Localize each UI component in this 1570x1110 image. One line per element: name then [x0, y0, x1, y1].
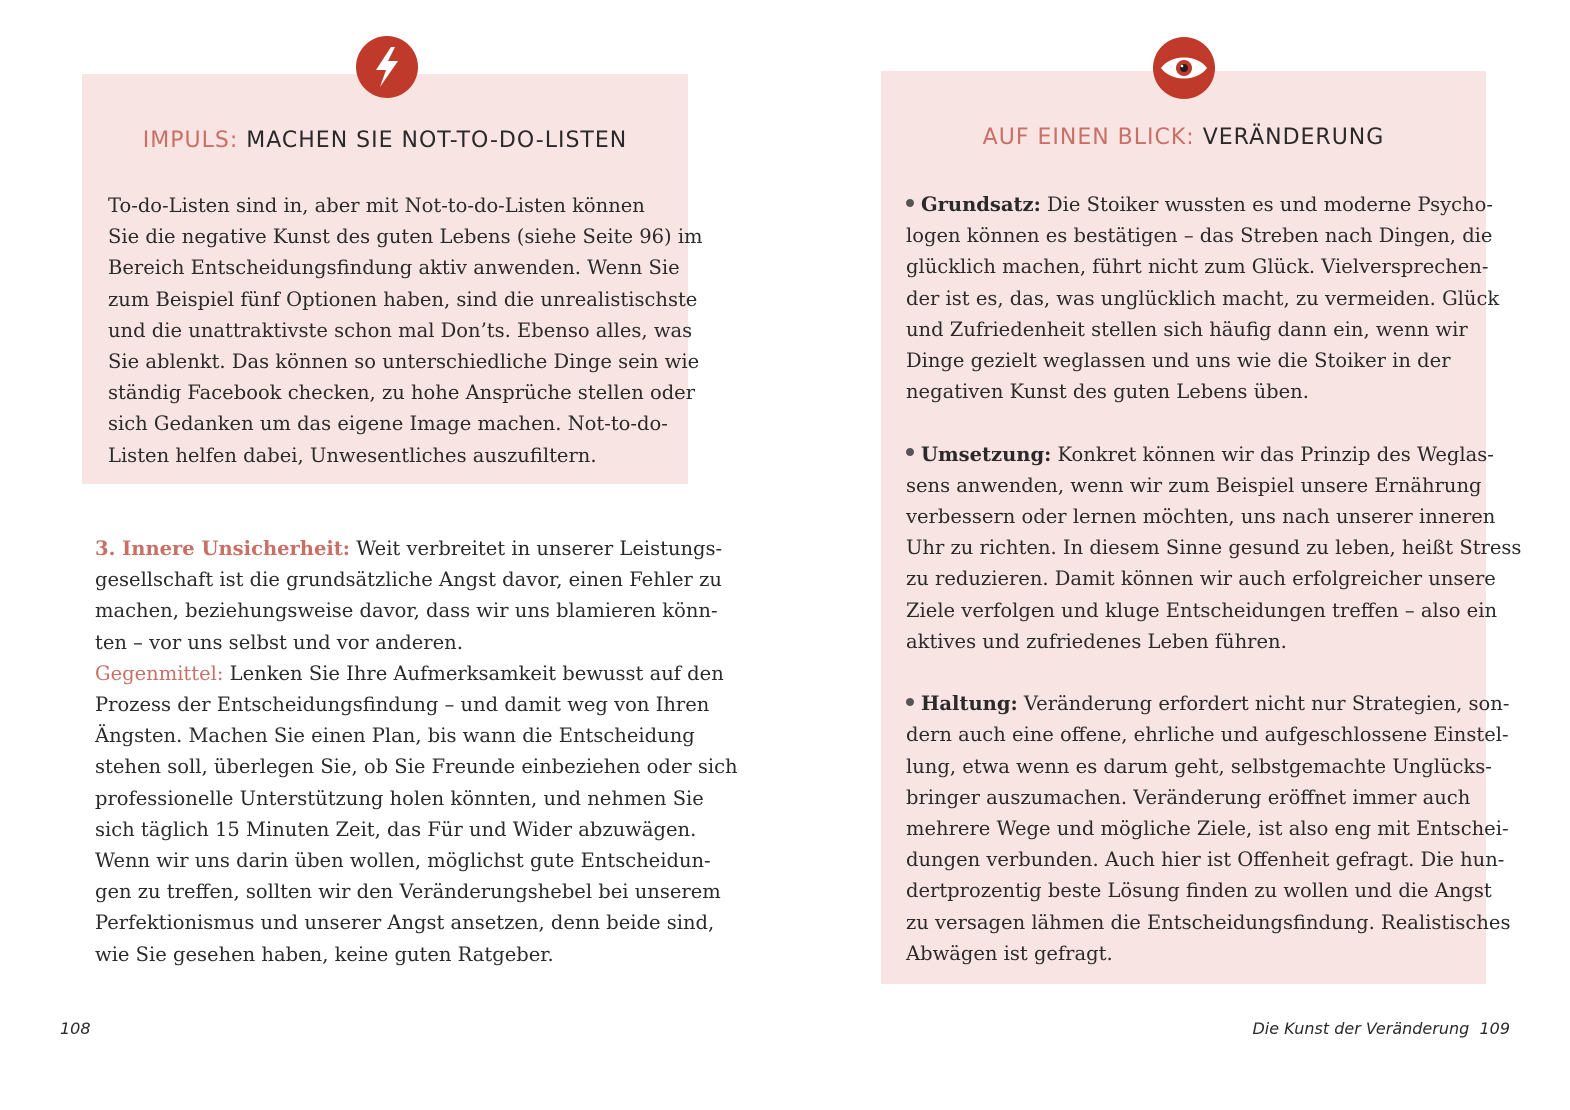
bullet-item-haltung: Haltung: Veränderung erfordert nicht nur Strategien, son-: [906, 688, 1521, 719]
overview-line: dungen verbunden. Auch hier ist Offenheit gefragt. Die hun-: [906, 848, 1505, 872]
bullet-item-umsetzung: Umsetzung: Konkret können wir das Prinzip des Weglas-: [906, 439, 1521, 470]
overview-line: glücklich machen, führt nicht zum Glück. Vielversprechen-: [906, 255, 1489, 279]
main-text: [95, 533, 738, 970]
overview-line: Uhr zu richten. In diesem Sinne gesund zu leben, heißt Stress: [906, 536, 1522, 560]
impulse-line: sich Gedanken um das eigene Image machen. Not-to-do-: [108, 412, 668, 436]
overview-box: [881, 71, 1522, 984]
main-text-line: Gegenmittel: Lenken Sie Ihre Aufmerksamkeit bewusst auf den: [95, 661, 724, 685]
main-text-line: Ängsten. Machen Sie einen Plan, bis wann die Entscheidung: [95, 724, 695, 748]
main-text-line: stehen soll, überlegen Sie, ob Sie Freunde einbeziehen oder sich: [95, 755, 738, 779]
overview-line: sens anwenden, wenn wir zum Beispiel unsere Ernährung: [906, 473, 1482, 497]
impulse-line: Bereich Entscheidungsfindung aktiv anwenden. Wenn Sie: [108, 256, 680, 280]
running-head-right: [1252, 1019, 1510, 1038]
impulse-line: To-do-Listen sind in, aber mit Not-to-do-Listen können: [108, 194, 645, 217]
impulse-line: und die unattraktivste schon mal Don’ts. Ebenso alles, was: [108, 318, 693, 342]
eye-icon: [1153, 37, 1215, 99]
impulse-line: zum Beispiel fünf Optionen haben, sind die unrealistischste: [108, 287, 698, 311]
overview-line: Dinge gezielt weglassen und uns wie die Stoiker in der: [906, 349, 1451, 373]
main-text-line: Wenn wir uns darin üben wollen, möglichst gute Entscheidun-: [95, 849, 711, 873]
bullet-item-grundsatz: Grundsatz: Die Stoiker wussten es und moderne Psycho-: [906, 189, 1521, 220]
impulse-box-text: [108, 190, 703, 471]
section-heading: 3. Innere Unsicherheit:: [95, 537, 350, 560]
overview-line: und Zufriedenheit stellen sich häufig dann ein, wenn wir: [906, 317, 1468, 341]
impulse-title-main: MACHEN SIE NOT-TO-DO-LISTEN: [246, 128, 628, 153]
impulse-line: ständig Facebook checken, zu hohe Ansprüche stellen oder: [108, 381, 696, 405]
paragraph-gap: [906, 657, 1521, 688]
overview-line: Ziele verfolgen und kluge Entscheidungen treffen – also ein: [906, 598, 1497, 622]
overview-line: der ist es, das, was unglücklich macht, zu vermeiden. Glück: [906, 286, 1500, 310]
impulse-box-title: [82, 128, 688, 153]
main-text-line: sich täglich 15 Minuten Zeit, das Für und Wider abzuwägen.: [95, 817, 697, 841]
overview-line: zu versagen lähmen die Entscheidungsfindung. Realistisches: [906, 910, 1511, 934]
bullet-icon: [906, 698, 914, 706]
overview-line: Abwägen ist gefragt.: [906, 941, 1113, 965]
main-text-line: professionelle Unterstützung holen könnten, und nehmen Sie: [95, 786, 704, 810]
main-text-line: 3. Innere Unsicherheit: Weit verbreitet in unserer Leistungs-: [95, 537, 723, 560]
bullet-label: Haltung:: [921, 692, 1018, 716]
main-text-line: gesellschaft ist die grundsätzliche Angst davor, einen Fehler zu: [95, 568, 722, 592]
main-text-line: wie Sie gesehen haben, keine guten Ratgeber.: [95, 942, 554, 966]
overview-line: bringer auszumachen. Veränderung eröffnet immer auch: [906, 785, 1471, 809]
bullet-label: Umsetzung:: [921, 442, 1052, 466]
overview-line: aktives und zufriedenes Leben führen.: [906, 629, 1287, 653]
remedy-label: Gegenmittel:: [95, 661, 224, 685]
overview-line: dertprozentig beste Lösung finden zu wollen und die Angst: [906, 879, 1492, 903]
paragraph-gap: [906, 407, 1521, 438]
overview-line: mehrere Wege und mögliche Ziele, ist also eng mit Entschei-: [906, 817, 1509, 841]
overview-line: verbessern oder lernen möchten, uns nach unserer inneren: [906, 505, 1496, 529]
bullet-icon: [906, 199, 914, 207]
impulse-title-lead: IMPULS:: [142, 128, 239, 153]
overview-line: negativen Kunst des guten Lebens üben.: [906, 380, 1309, 404]
bullet-icon: [906, 448, 914, 456]
running-head-title: Die Kunst der Veränderung: [1252, 1019, 1470, 1038]
bullet-label: Grundsatz:: [921, 193, 1041, 216]
page-number-left: 108: [60, 1019, 91, 1038]
overview-title-main: VERÄNDERUNG: [1202, 125, 1385, 150]
lightning-bolt-icon: [356, 36, 418, 98]
overview-box-text: [906, 189, 1521, 969]
impulse-line: Sie ablenkt. Das können so unterschiedliche Dinge sein wie: [108, 350, 700, 374]
main-text-line: gen zu treffen, sollten wir den Veränderungshebel bei unserem: [95, 880, 721, 904]
overview-box-title: [881, 125, 1486, 150]
page-number-right: 109: [1479, 1019, 1510, 1038]
overview-line: dern auch eine offene, ehrliche und aufgeschlossene Einstel-: [906, 723, 1509, 747]
main-text-line: machen, beziehungsweise davor, dass wir uns blamieren könn-: [95, 599, 718, 623]
overview-line: zu reduzieren. Damit können wir auch erfolgreicher unsere: [906, 567, 1496, 591]
overview-line: logen können es bestätigen – das Streben nach Dingen, die: [906, 224, 1493, 248]
impulse-line: Listen helfen dabei, Unwesentliches auszufiltern.: [108, 443, 597, 467]
overview-title-lead: AUF EINEN BLICK:: [982, 125, 1195, 150]
impulse-line: Sie die negative Kunst des guten Lebens (siehe Seite 96) im: [108, 225, 703, 249]
impulse-box: [82, 74, 703, 484]
overview-line: lung, etwa wenn es darum geht, selbstgemachte Unglücks-: [906, 754, 1492, 778]
main-text-line: ten – vor uns selbst und vor anderen.: [95, 630, 463, 654]
main-text-line: Perfektionismus und unserer Angst ansetzen, denn beide sind,: [95, 911, 715, 935]
main-text-line: Prozess der Entscheidungsfindung – und damit weg von Ihren: [95, 693, 710, 717]
